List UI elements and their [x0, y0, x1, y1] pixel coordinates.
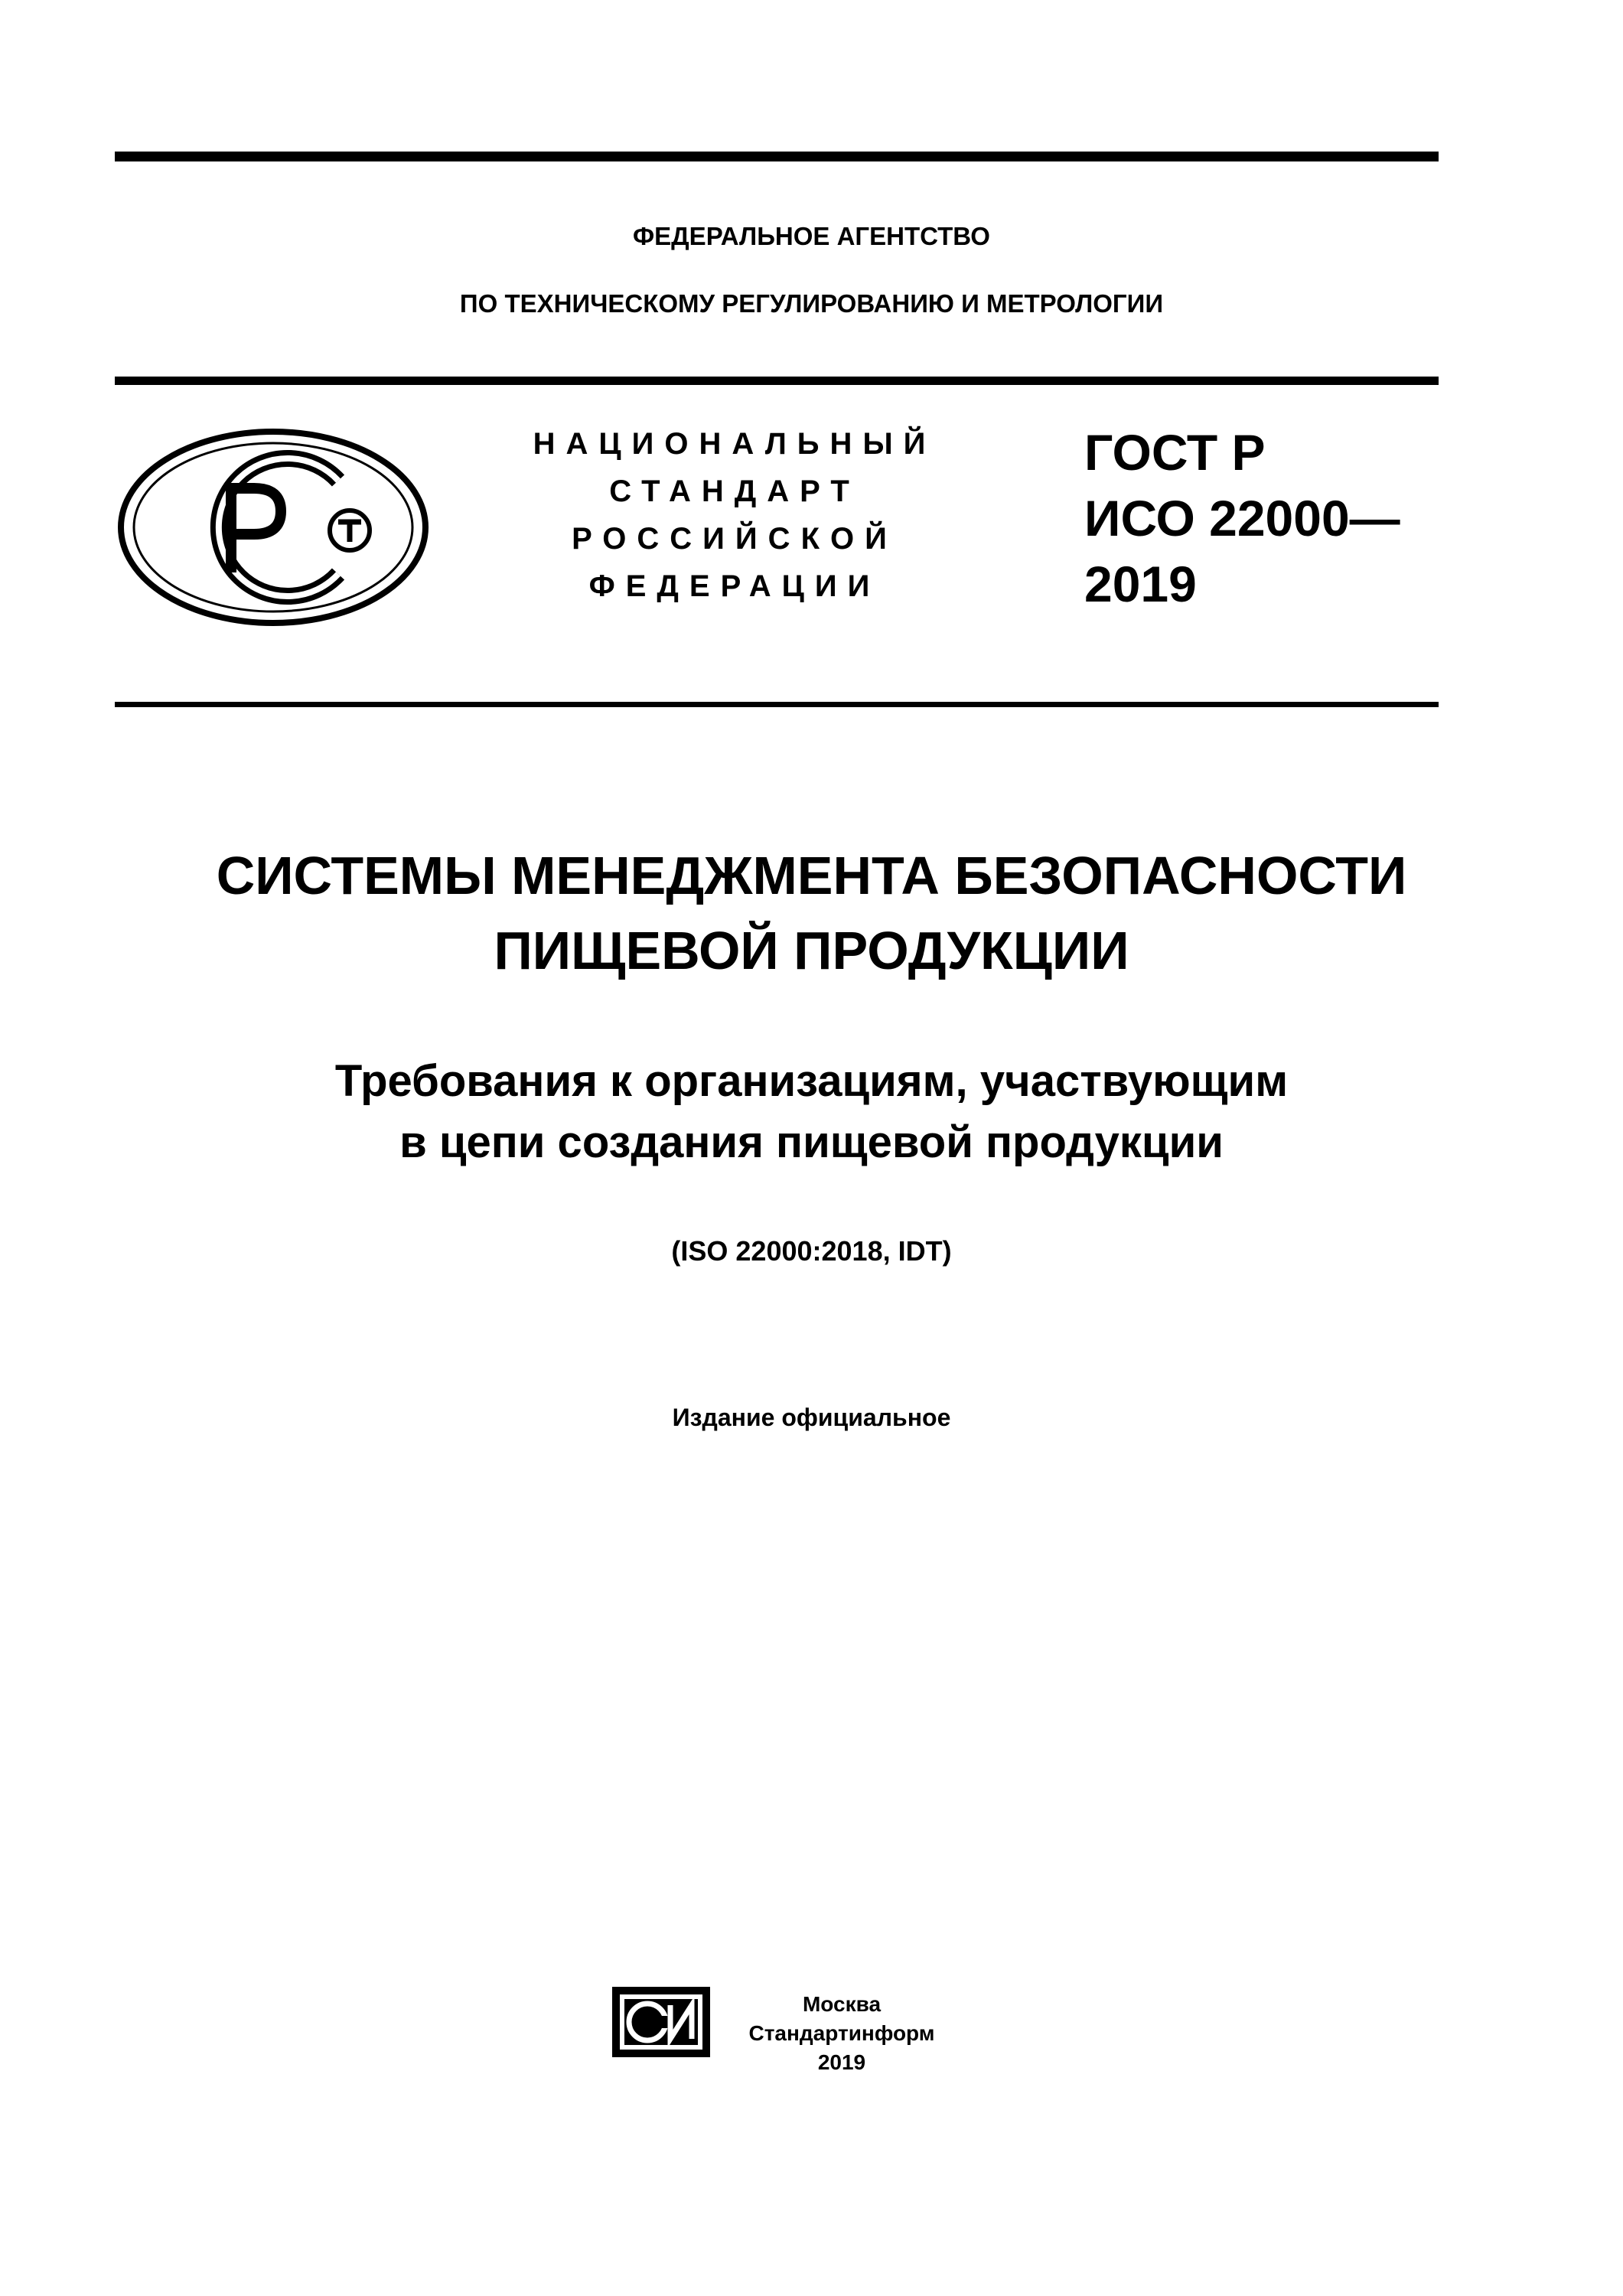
publisher-name: Стандартинформ [748, 2021, 935, 2045]
edition-note: Издание официальное [672, 1404, 951, 1431]
standartinform-logo-icon [612, 1987, 710, 2057]
publisher-logo [612, 1987, 710, 2057]
publisher-city: Москва [802, 1992, 882, 2016]
designation-line-3: 2019 [1084, 556, 1197, 612]
document-subtitle-line-2: в цепи создания пищевой продукции [399, 1117, 1224, 1167]
agency-name-line-1: ФЕДЕРАЛЬНОЕ АГЕНТСТВО [633, 222, 990, 250]
publication-year: 2019 [817, 2050, 866, 2074]
document-title-line-2: ПИЩЕВОЙ ПРОДУКЦИИ [494, 921, 1129, 980]
designation-line-2: ИСО 22000— [1084, 490, 1400, 546]
rst-logo [116, 427, 430, 628]
iso-reference: (ISO 22000:2018, IDT) [671, 1235, 952, 1267]
rst-certification-mark-icon [116, 427, 430, 628]
standard-designation [1084, 419, 1482, 617]
document-title-line-1: СИСТЕМЫ МЕНЕДЖМЕНТА БЕЗОПАСНОСТИ [216, 846, 1407, 905]
national-standard-line-3: РОССИЙСКОЙ [572, 522, 898, 556]
national-standard-line-1: НАЦИОНАЛЬНЫЙ [533, 427, 937, 461]
agency-name-line-2: ПО ТЕХНИЧЕСКОМУ РЕГУЛИРОВАНИЮ И МЕТРОЛОГИИ [459, 289, 1164, 318]
top-rule [115, 152, 1439, 161]
designation-line-1: ГОСТ Р [1084, 424, 1266, 481]
document-subtitle-line-1: Требования к организациям, участвующим [334, 1056, 1289, 1106]
national-standard-line-2: СТАНДАРТ [609, 475, 860, 508]
header-rule [115, 702, 1439, 707]
national-standard-line-4: ФЕДЕРАЦИИ [588, 569, 881, 603]
agency-rule [115, 377, 1439, 385]
